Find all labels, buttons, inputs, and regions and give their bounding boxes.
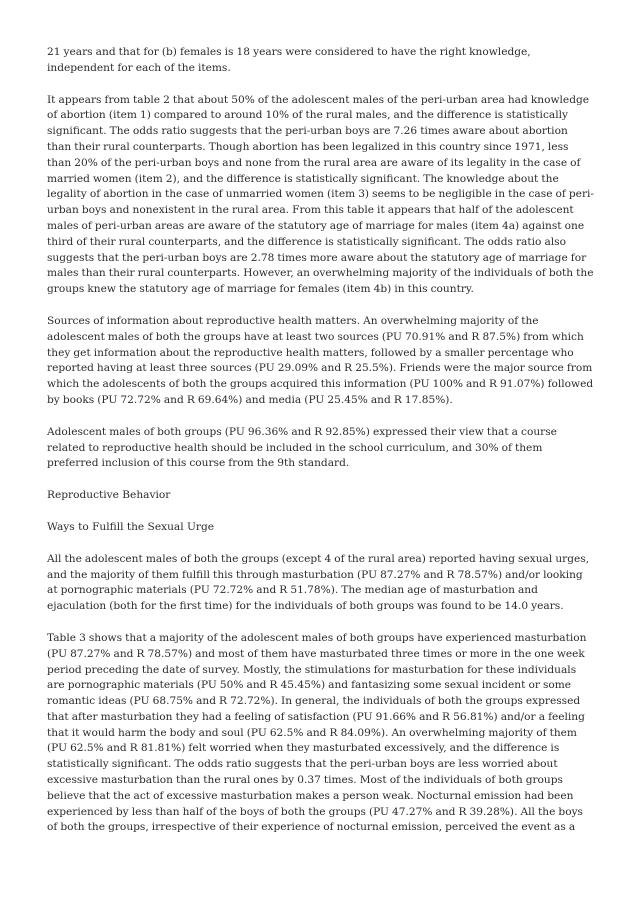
paragraph-information-sources: Sources of information about reproductive health matters. An overwhelming majority of the adolescent males of both the groups have at least two sources (PU 70.91% and R 87.5%) from which they get information about the reproductive health matters, followed by a smaller percentage who reported having at least three sources (PU 29.09% and R 25.5%). Friends were the major source from which the adolescents of both the groups acquired this information (PU 100% and R 91.07%) followed by books (PU 72.72% and R 69.64%) and media (PU 25.45% and R 17.85%). — [47, 314, 594, 406]
paragraph-sexual-urge: All the adolescent males of both the groups (except 4 of the rural area) reported having sexual urges, and the majority of them fulfill this through masturbation (PU 87.27% and R 78.57%) and/or looking at pornographic materials (PU 72.72% and R 51.78%). The median age of masturbation and ejaculation (both for the first time) for the individuals of both groups was found to be 14.0 years. — [47, 552, 590, 613]
subsection-heading-sexual-urge: Ways to Fulfill the Sexual Urge — [47, 520, 215, 533]
paragraph-abortion-knowledge: It appears from table 2 that about 50% of the adolescent males of the peri-urban area had knowledge of abortion (item 1) compared to around 10% of the rural males, and the difference is statistically significant. The odds ratio suggests that the peri-urban boys are 7.26 times aware about abortion than their rural counterparts. Though abortion has been legalized in this country since 1971, less than 20% of the peri-urban boys and none from the rural area are aware of its legality in the case of married women (item 2), and the difference is statistically significant. The knowledge about the legality of abortion in the case of unmarried women (item 3) seems to be negligible in the case of peri-urban boys and nonexistent in the rural area. From this table it appears that half of the adolescent males of peri-urban areas are aware of the statutory age of marriage for males (item 4a) against one third of their rural counterparts, and the difference is statistically significant. The odds ratio also suggests that the peri-urban boys are 2.78 times more aware about the statutory age of marriage for males than their rural counterparts. However, an overwhelming majority of the individuals of both the groups knew the statutory age of marriage for females (item 4b) in this country. — [47, 93, 594, 296]
document-page — [47, 45, 595, 852]
paragraph-curriculum-view: Adolescent males of both groups (PU 96.36% and R 92.85%) expressed their view that a course related to reproductive health should be included in the school curriculum, and 30% of them preferred inclusion of this course from the 9th standard. — [47, 425, 557, 470]
paragraph-knowledge-criteria: 21 years and that for (b) females is 18 years were considered to have the right knowledge, independent for each of the items. — [47, 46, 531, 74]
paragraph-table3-masturbation: Table 3 shows that a majority of the adolescent males of both groups have experienced masturbation (PU 87.27% and R 78.57%) and most of them have masturbated three times or more in the one week period preceding the date of survey. Mostly, the stimulations for masturbation for these individuals are pornographic materials (PU 50% and R 45.45%) and fantasizing some sexual incident or some romantic ideas (PU 68.75% and R 72.72%). In general, the individuals of both the groups expressed that after masturbation they had a feeling of satisfaction (PU 91.66% and R 56.81%) and/or a feeling that it would harm the body and soul (PU 62.5% and R 84.09%). An overwhelming majority of them (PU 62.5% and R 81.81%) felt worried when they masturbated excessively, and the difference is statistically significant. The odds ratio suggests that the peri-urban boys are less worried about excessive masturbation than the rural ones by 0.37 times. Most of the individuals of both groups believe that the act of excessive masturbation makes a person weak. Nocturnal emission had been experienced by less than half of the boys of both the groups (PU 47.27% and R 39.28%). All the boys of both the groups, irrespective of their experience of nocturnal emission, perceived the event as a — [47, 631, 587, 834]
section-heading-reproductive-behavior: Reproductive Behavior — [47, 489, 171, 502]
